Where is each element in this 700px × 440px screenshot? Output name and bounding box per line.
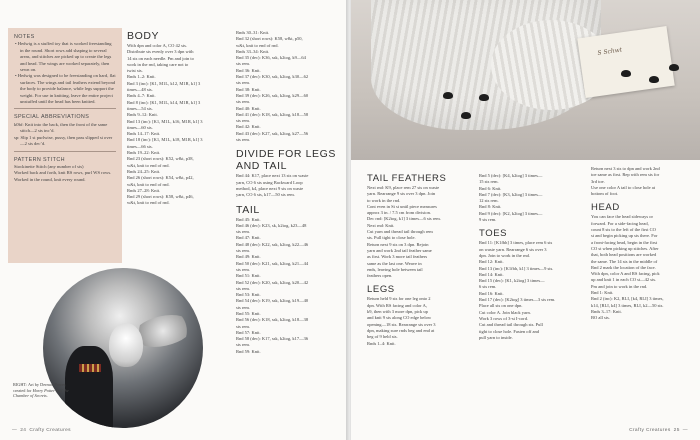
page-number: 25 (673, 428, 680, 433)
instruction-line: Rnds 4–7: Knit. (127, 93, 156, 99)
instruction-line: Rnds 19–22: Knit. (127, 150, 161, 156)
instruction-line: approx 3 in. / 7.5 cm from division. (367, 210, 431, 216)
instruction-line: Rnds 14–17: Knit. (127, 131, 161, 137)
instruction-line: up and knit 1 in each CO st—42 sts. (591, 277, 657, 283)
instruction-line: Rnd 14: Knit. (479, 271, 504, 277)
left-page (0, 0, 348, 440)
scarf-shape (79, 364, 101, 372)
instruction-line: With dpn, color A and RS facing, pick (591, 271, 660, 277)
footer-section: Crafty Creatures (29, 428, 71, 433)
instruction-line: Rnds 33–34: Knit. (236, 48, 270, 54)
instruction-line: Rnd 15 (dec): [K1, k2tog] 3 times— (479, 278, 545, 284)
instruction-line: Pm and join to work in the rnd. (591, 283, 648, 289)
divider (14, 108, 116, 109)
instruction-line: dpn, making sure rnds beg and end at (367, 327, 435, 333)
instruction-line: tight to close hole. Fasten off and (479, 328, 540, 334)
instruction-line: Rnd 57: Knit. (236, 329, 261, 335)
instruction-line: Work 3 rows of 3-st I-cord. (479, 315, 529, 321)
abbreviation-item: k0bf: Knit into the back, then the front of the same stitch—2 sts inc’d. (14, 121, 108, 134)
tail-column (236, 30, 342, 355)
body-instructions (127, 43, 233, 207)
instruction-line: sts rem. (236, 323, 250, 329)
claw-shape (443, 92, 453, 99)
instruction-line: sts rem. (236, 285, 250, 291)
instruction-line: Rnds 3–17: Knit. (591, 308, 622, 314)
instruction-line: Rnd 13 (inc): [K1, M1L, k16, M1R, k1] 3 (127, 118, 203, 124)
instruction-line: toe same as first. Rep with rem sts for (591, 172, 660, 178)
instruction-line: on waste yarn. Rearrange 6 sts over 3 (479, 246, 547, 252)
hedwig-artwork-photo (43, 268, 203, 428)
instruction-line: same as the last one. Weave in (367, 260, 422, 266)
instruction-line: Rnd 32 (short rows): K58, w&t, p50, (236, 36, 303, 42)
instruction-line: st and begin picking up sts there. For (591, 233, 658, 239)
instruction-line: sts rem. (236, 118, 250, 124)
instruction-line: Rnd 26 (short rows): K54, w&t, p42, (127, 175, 194, 181)
instruction-line: to work in the rnd. (367, 197, 401, 203)
instruction-line: Rnd 13 (inc): [K1fbh, k1] 3 times—9 sts. (479, 265, 554, 271)
knitted-owl-photo (351, 0, 700, 160)
figure-shape (65, 346, 113, 428)
instruction-line: w&t, knit to end of rnd. (127, 181, 170, 187)
body-column (127, 30, 233, 207)
instruction-line: Rnd 38: Knit. (236, 86, 261, 92)
instruction-line: sts rem. (236, 304, 250, 310)
instruction-line: Distribute sts evenly over 3 dpn with (127, 49, 194, 55)
instruction-line: Cut color A. Join black yarn. (479, 309, 531, 315)
instruction-line: sts rem. (236, 80, 250, 86)
stitch-item: Stockinette Stitch (any number of sts) (14, 163, 84, 169)
instruction-line: Return next 3 sts to dpn and work 2nd (591, 166, 660, 171)
instruction-line: sts rem. (236, 229, 250, 235)
note-item: • Hedwig is a stuffed toy that is worked freestanding in the round. Short rows add shaping to several areas, and stitches are picked up to create the legs and head. The wings are worked separately, then sewn on. (14, 41, 116, 73)
instruction-line: Rnd 8 (inc): [K1, M1L, k14, M1R, k1] 3 (127, 99, 201, 105)
instruction-line: times—60 sts. (127, 124, 153, 130)
toes-column (479, 173, 587, 341)
instruction-line: Rnd 54 (dec): K19, ssk, k2tog, k19—40 (236, 298, 309, 304)
letter-text: S Schwt (597, 46, 623, 57)
instruction-line: Rnd 42: Knit. (236, 124, 261, 130)
instruction-line: count 8 sts to the left of the first CO (591, 227, 656, 233)
instruction-line: Rnd 2 (inc): K2, RLI, [k4, RLI] 3 times, (591, 296, 664, 302)
page-number: 24 (20, 428, 27, 433)
instruction-line: Rnd 35 (dec): K36, ssk, k2tog, k9—64 (236, 55, 306, 61)
instruction-line: Rnds 27–28: Knit. (127, 187, 161, 193)
instruction-line: sts rem. (236, 266, 250, 272)
legs-heading: LEGS (367, 284, 395, 296)
instruction-line: sts rem. (236, 342, 250, 348)
instruction-line: Rnd 52 (dec): K20, ssk, k2tog, k20—42 (236, 279, 309, 285)
instruction-line: k9, then with 3 more dpn, pick up (367, 309, 428, 315)
divide-heading: DIVIDE FOR LEGS AND TAIL (236, 148, 337, 173)
instruction-line: Rnd 47: Knit. (236, 235, 261, 241)
instruction-line: w&t, knit to end of rnd. (127, 200, 170, 206)
instruction-line: 14 sts on each needle. Pm and join to (127, 55, 194, 61)
instruction-line: method, k4, place next 9 sts on waste (236, 185, 304, 191)
instruction-line: Rnds 9–12: Knit. (127, 112, 158, 118)
instruction-line: yarn, CO 6 sts, k17—50 sts rem. (236, 192, 295, 198)
instruction-line: Rnd 44: K17, place next 13 sts on waste (236, 173, 309, 179)
toes-heading: TOES (479, 228, 508, 240)
instruction-line: 12 sts rem. (479, 198, 499, 204)
instruction-line: work in the rnd, taking care not to (127, 61, 189, 67)
instruction-line: Dec rnd: [K2tog, k1] 3 times—6 sts rem. (367, 216, 441, 222)
instruction-line: Rnd 46 (dec): K23, sk, k2tog, k23—48 (236, 222, 307, 228)
instruction-line: Rnd 12: Knit. (479, 259, 504, 265)
divide-instructions (236, 173, 342, 198)
right-page (351, 0, 700, 440)
instruction-line: Rnd 59: Knit. (236, 348, 261, 354)
divider (14, 151, 116, 152)
instruction-line: Rnds 24–25: Knit. (127, 168, 161, 174)
instruction-line: Rnd 53: Knit. (236, 292, 261, 298)
instruction-line: With dpn and color A, CO 42 sts. (127, 43, 187, 48)
instruction-line: Rnd 11: [K1fbh] 3 times, place rem 6 sts (479, 240, 553, 246)
footer-rule: — (12, 428, 18, 433)
instruction-line: sts rem. (236, 248, 250, 254)
claw-shape (461, 112, 471, 119)
instruction-line: Rnd 5 (dec): [K4, k2tog] 3 times— (479, 173, 543, 178)
instruction-line: You can face the head sideways or (591, 214, 654, 220)
instruction-line: Use one color A tail to close hole at (591, 184, 655, 190)
instruction-line: Rnd 29 (short rows): K58, w&t, p46, (127, 194, 194, 200)
instruction-line: Rnd 40: Knit. (236, 105, 261, 111)
instruction-line: Rnd 23 (short rows): K52, w&t, p38, (127, 156, 194, 162)
instruction-line: times—66 sts. (127, 143, 153, 149)
instruction-line: yarn. Rearrange 9 sts over 3 dpn. Join (367, 191, 436, 197)
instruction-line: feathers open. (367, 273, 393, 279)
instruction-line: and knit 9 sts along CO edge below (367, 315, 432, 321)
instruction-line: Rnds 1–2: Knit. (127, 74, 156, 80)
instruction-line: Rnd 55: Knit. (236, 310, 261, 316)
instruction-line: Rnd 58 (dec): K17, ssk, k2tog, k17—36 (236, 336, 309, 342)
legs-instructions (367, 296, 475, 346)
right-footer (629, 428, 688, 433)
tail-feathers-instructions (367, 185, 475, 279)
instruction-line: Rnd 37 (dec): K30, ssk, k2tog, k30—62 (236, 74, 309, 80)
instruction-line: Rnd 41 (dec): K18, ssk, k2tog, k18—58 (236, 111, 309, 117)
instruction-line: the same. The 14 sts in the middle of (591, 258, 658, 264)
tail-feathers-column (367, 173, 475, 347)
instruction-line: sts rem. (236, 61, 250, 67)
instruction-line: dpn. Join to work in the rnd. (479, 252, 530, 258)
instruction-line: CO st when picking up stitches. After (591, 245, 659, 251)
claw-shape (621, 70, 631, 77)
instruction-line: Rnd 49: Knit. (236, 254, 261, 260)
claw-shape (669, 64, 679, 71)
instruction-line: Rnd 7 (dec): [K3, k2tog] 3 times— (479, 191, 543, 197)
instruction-line: times—54 sts. (127, 105, 153, 111)
stitch-item: Worked in the round, knit every round. (14, 176, 86, 182)
instruction-line: Cut and thread tail through sts. Pull (479, 322, 543, 328)
instruction-line: Cont even in St st until piece measures (367, 203, 437, 209)
instruction-line: Rnd 39 (dec): K26, ssk, k2tog, k29—60 (236, 92, 309, 98)
instruction-line: Rnd 43 (dec): K27, ssk, k2tog, k27—56 (236, 130, 309, 136)
instruction-line: w&t, knit to end of rnd. (236, 42, 279, 48)
tail-feathers-heading: TAIL FEATHERS (367, 173, 447, 184)
instruction-line: Rnds 30–31: Knit. (236, 30, 270, 35)
instruction-line: pull yarn to inside. (479, 334, 513, 340)
caption-suffix: . (46, 393, 48, 399)
instruction-line: Rnd 3 (inc): [K1, M1L, k12, M1R, k1] 3 (127, 80, 201, 86)
caption-prefix: RIGHT: Art by Dermot Power, created for (13, 382, 67, 393)
shaping-instructions (236, 30, 342, 143)
instruction-line: Rnd 56 (dec): K18, ssk, k2tog, k18—38 (236, 317, 309, 323)
toes-instructions (479, 240, 587, 341)
instruction-line: Rnd 51: Knit. (236, 273, 261, 279)
instruction-line: Rnd 36: Knit. (236, 67, 261, 73)
instruction-line: beg of 9 held sts. (367, 334, 398, 340)
claw-shape (479, 94, 489, 101)
letter-shape (577, 26, 674, 98)
instruction-line: 6 sts rem. (479, 284, 497, 290)
pattern-stitch-heading: PATTERN STITCH (14, 156, 65, 163)
instruction-line: 15 sts rem. (479, 179, 499, 185)
body-heading: BODY (127, 30, 160, 42)
instruction-line: dpn. With RS facing and color A, (367, 302, 427, 308)
instruction-line: 3rd toe. (591, 178, 605, 184)
instruction-line: Cut yarn and thread tail through rem (367, 229, 433, 235)
instruction-line: ends, leaving hole between tail (367, 266, 423, 272)
instruction-line: 9 sts rem. (479, 217, 497, 223)
notes-sidebar (8, 28, 122, 263)
notes-heading: NOTES (14, 34, 35, 40)
instruction-line: Rnd 2 mark the location of the face. (591, 264, 656, 270)
instruction-line: Return held 9 sts for one leg onto 2 (367, 296, 431, 302)
instruction-line: Rnd 6: Knit. (479, 185, 502, 191)
tail-instructions (236, 217, 342, 356)
footer-section: Crafty Creatures (629, 428, 671, 433)
instruction-line: k14, [RLI, k4] 3 times, RLI, k2—50 sts. (591, 302, 664, 308)
stitch-item: Worked back and forth, knit RS rows, purl WS rows. (14, 170, 112, 176)
instruction-line: yarn, CO 6 sts using Backward Loop (236, 179, 303, 185)
tail-heading: TAIL (236, 203, 260, 216)
instruction-line: yarn and work 2nd tail feather same (367, 247, 432, 253)
instruction-line: Next rnd: Knit. (367, 222, 395, 228)
photo-caption (13, 382, 71, 399)
instruction-line: a front-facing head, begin in the first (591, 239, 658, 245)
instruction-line: as first. Work 3 more tail feathers (367, 254, 428, 260)
head-column (591, 166, 695, 322)
instruction-line: twist sts. (127, 68, 143, 74)
instruction-line: Place all sts on one dpn. (479, 303, 523, 309)
instruction-line: Rnds 1–4: Knit. (367, 340, 396, 346)
instruction-line: Rnd 9 (dec): [K2, k2tog] 3 times— (479, 210, 543, 216)
owl-shape (109, 323, 143, 367)
instruction-line: Rnd 16: Knit. (479, 290, 504, 296)
instruction-line: bottom of foot. (591, 191, 619, 197)
abbreviations-heading: SPECIAL ABBREVIATIONS (14, 114, 90, 121)
instruction-line: Rnd 45: Knit. (236, 216, 261, 222)
instruction-line: forward. For a side-facing head, (591, 220, 649, 226)
instruction-line: that, both head positions are worked (591, 252, 657, 258)
toe-finish-instructions (591, 166, 695, 197)
claw-shape (649, 76, 659, 83)
left-footer (12, 428, 71, 433)
instruction-line: sts rem. (236, 99, 250, 105)
instruction-line: times—48 sts. (127, 87, 153, 93)
instruction-line: sts rem. (236, 137, 250, 143)
instruction-line: Rnd 50 (dec): K21, ssk, k2tog, k21—44 (236, 260, 309, 266)
instruction-line: BO all sts. (591, 315, 610, 321)
instruction-line: opening—18 sts. Rearrange sts over 3 (367, 321, 436, 327)
note-item: • Hedwig was designed to be freestanding on hard, flat surfaces. The wings and tail feathers extend beyond the body to provide balance, while legs support the weight. For use in knitting, leave the entire project unstuffed until the head has been knitted. (14, 73, 116, 105)
footer-rule: — (682, 428, 688, 433)
instruction-line: sts. Pull tight to close hole. (367, 235, 416, 241)
instruction-line: Rnd 17 (dec): [K2tog] 3 times—3 sts rem. (479, 297, 556, 303)
caption-title: Harry Potter and the Chamber of Secrets (13, 387, 69, 399)
head-instructions (591, 214, 695, 321)
instruction-line: Rnd 8: Knit. (479, 204, 502, 210)
instruction-line: Return next 9 sts on 3 dpn. Rejoin (367, 241, 429, 247)
instruction-line: Rnd 48 (dec): K22, ssk, k2tog, k22—46 (236, 241, 309, 247)
head-heading: HEAD (591, 202, 620, 214)
abbreviation-item: sp: Slip 1 st purlwise, pussy, then pass slipped st over—2 sts dec’d. (14, 134, 113, 147)
instruction-line: Next rnd: K9, place rem 27 sts on waste (367, 185, 440, 190)
leg-shaping-instructions (479, 173, 587, 223)
instruction-line: Rnd 1: Knit. (591, 290, 614, 296)
instruction-line: w&t, knit to end of rnd. (127, 162, 170, 168)
instruction-line: Rnd 18 (inc): [K1, M1L, k18, M1R, k1] 3 (127, 137, 203, 143)
